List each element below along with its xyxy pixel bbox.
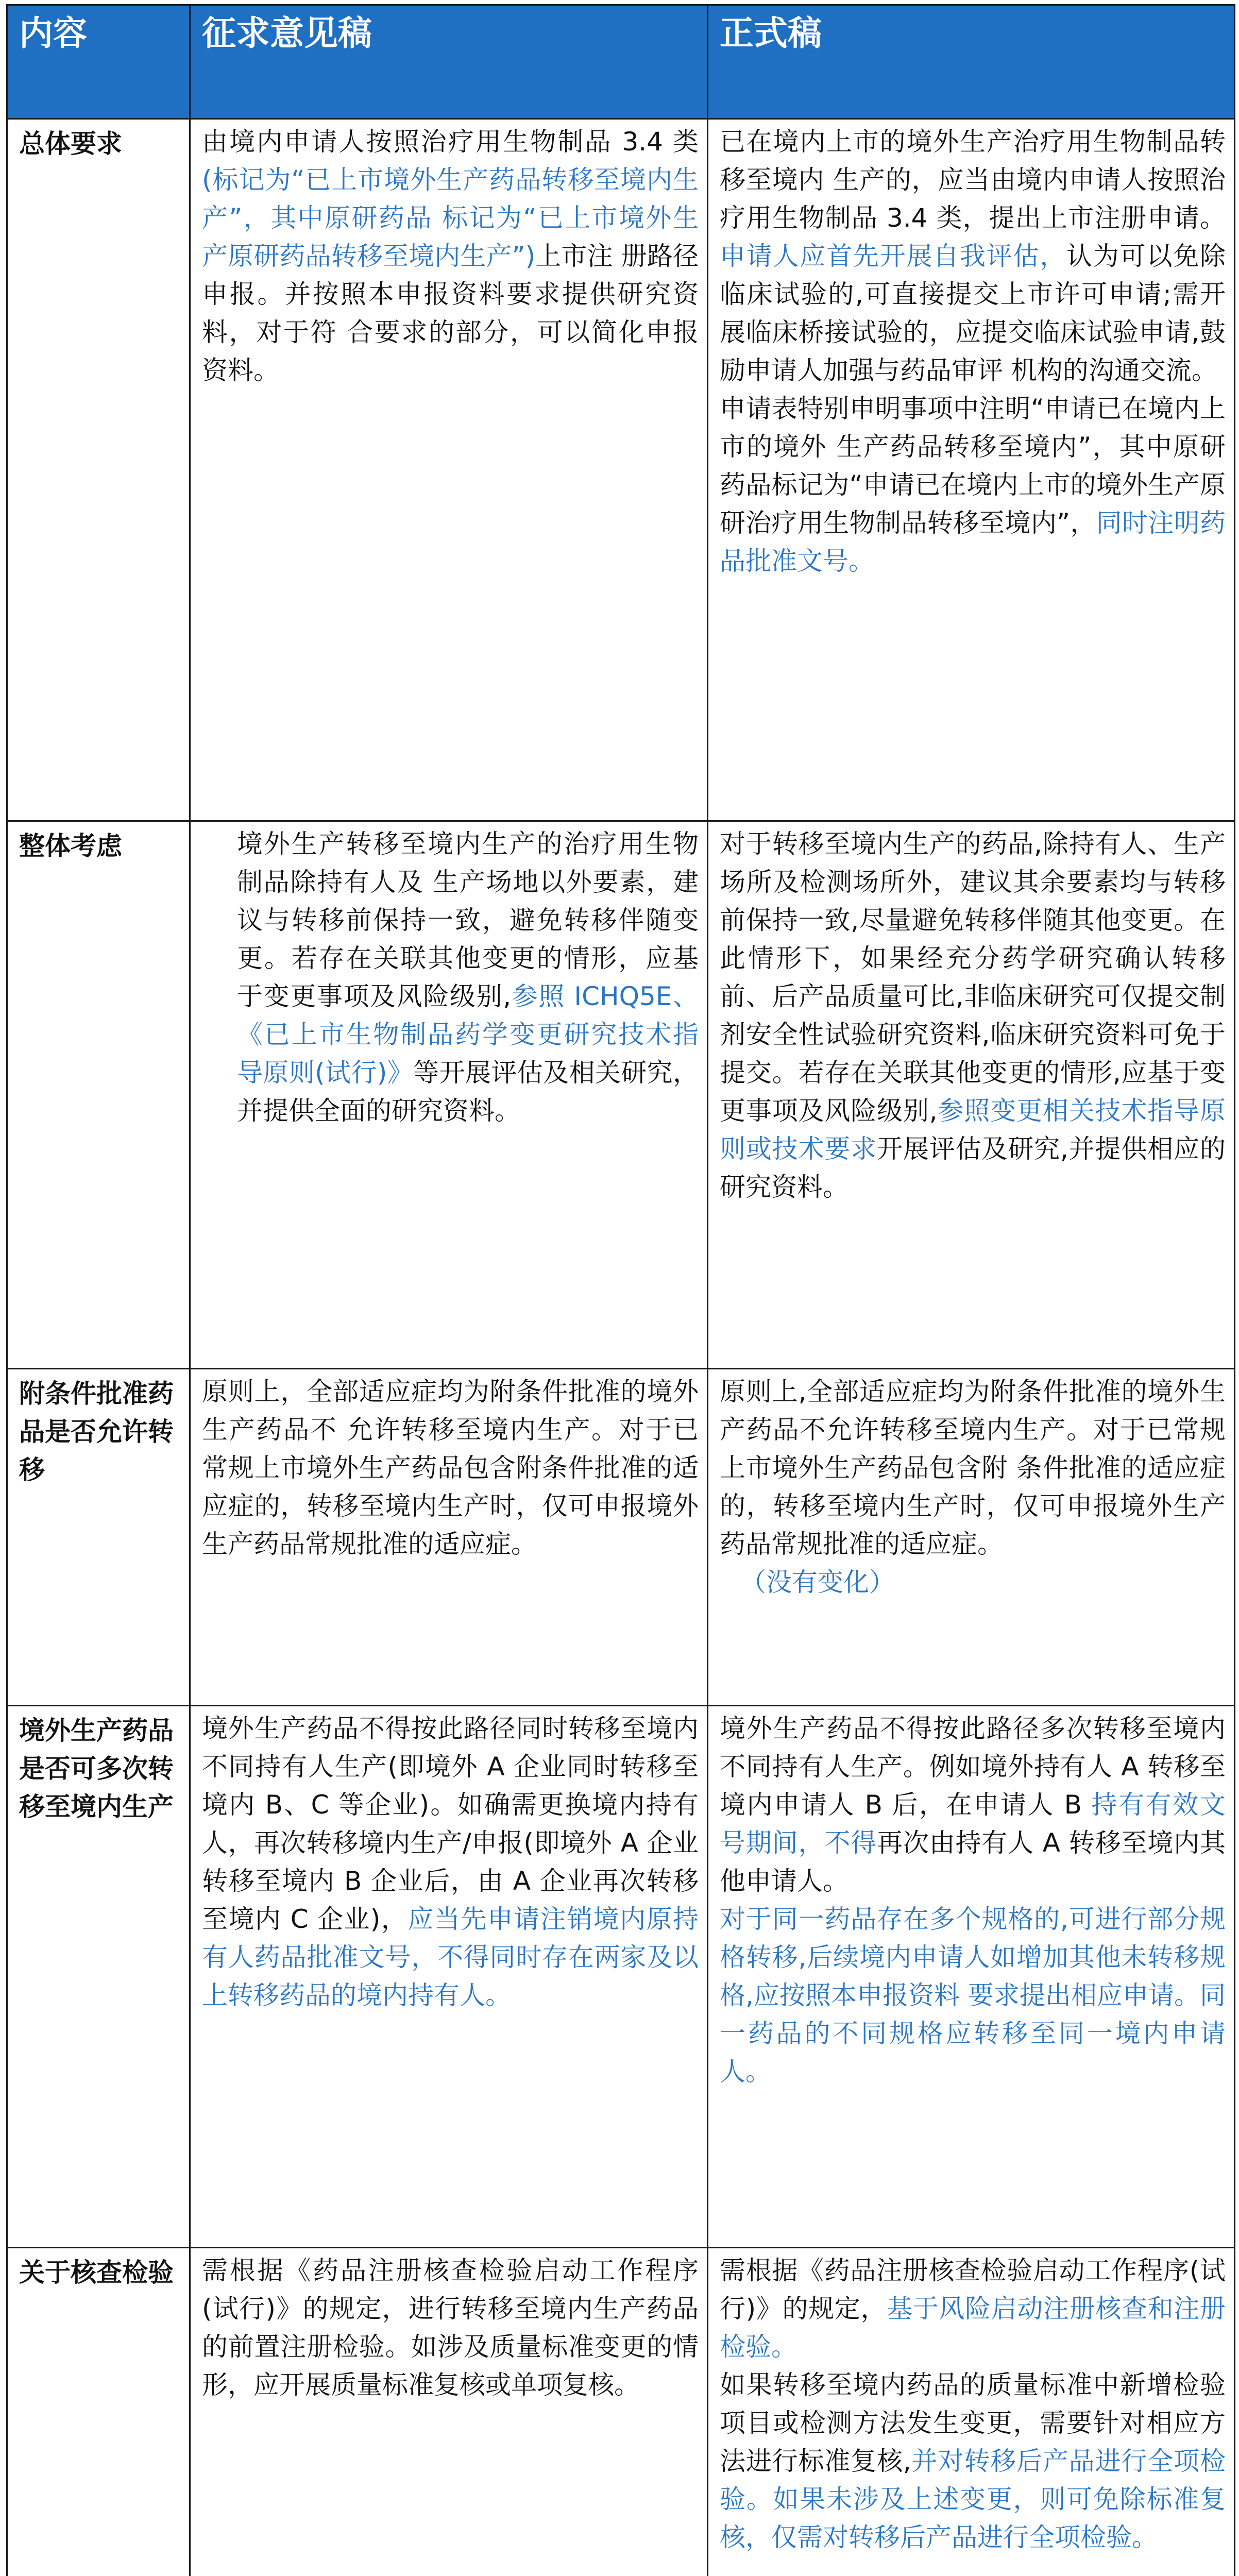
- draft-cell: [190, 119, 708, 821]
- row-label: 总体要求: [7, 119, 190, 821]
- text-segment: 等开展评估及相关研究，并提供全面的研究资料。: [237, 1058, 699, 1126]
- text-segment: 境外生产药品不得按此路径同时转移至境内不同持有人生产(即境外 A 企业同时转移至境内 B、C 等企业)。如确需更换境内持有人，再次转移境内生产/申报(即境外 A 企业转移至境内 B 企业后，由 A 企业再次转移至境内 C 企业)，: [202, 1714, 699, 1934]
- text-segment: 需根据《药品注册核查检验启动工作程序(试行)》的规定，进行转移至境内生产药品的前置注册检验。如涉及质量标准变更的情形，应开展质量标准复核或单项复核。: [202, 2256, 699, 2400]
- text-segment: 对于转移至境内生产的药品,除持有人、生产场所及检测场所外，建议其余要素均与转移前保持一致,尽量避免转移伴随其他变更。在此情形下，如果经充分药学研究确认转移前、后产品质量可比,非临床研究可仅提交制剂安全性试验研究资料,临床研究资料可免于提交。若存在关联其他变更的情形,应基于变更事项及风险级别,: [720, 829, 1226, 1126]
- row-label: 境外生产药品是否可多次转移至境内生产: [7, 1706, 190, 2248]
- text-segment: 申请表特别申明事项中注明“申请已在境内上市的境外 生产药品转移至境内”，其中原研药品标记为“申请已在境内上市的境外生产原研治疗用生物制品转移至境内”，: [720, 394, 1226, 538]
- highlighted-text: (标记为“已上市境外生产药品转移至境内生产”，其中原研药品 标记为“已上市境外生产原研药品转移至境内生产”): [202, 165, 699, 271]
- paragraph: [720, 2251, 1226, 2366]
- table-row: [7, 821, 1235, 1369]
- final-cell: [708, 2248, 1235, 2576]
- paragraph: [720, 389, 1226, 580]
- text-segment: 境外生产药品不得按此路径多次转移至境内不同持有人生产。例如境外持有人 A 转移至境内申请人 B 后，在申请人 B: [720, 1714, 1226, 1820]
- header-draft: 征求意见稿: [190, 5, 708, 119]
- table-row: [7, 1369, 1235, 1706]
- paragraph: [720, 123, 1226, 389]
- draft-cell: [190, 821, 708, 1369]
- table-row: [7, 119, 1235, 821]
- final-cell: [708, 119, 1235, 821]
- text-segment: 再次由持有人 A 转移至境内其 他申请人。: [720, 1828, 1226, 1896]
- table-row: [7, 2248, 1235, 2576]
- text-segment: 上市注 册路径申报。并按照本申报资料要求提供研究资料，对于符 合要求的部分，可以简化申报资料。: [202, 241, 699, 385]
- text-segment: 认为可以免除临床试验的,可直接提交上市许可申请;需开展临床桥接试验的，应提交临床试验申请,鼓励申请人加强与药品审评 机构的沟通交流。: [720, 241, 1226, 385]
- paragraph: [720, 2366, 1226, 2556]
- paragraph: [720, 1709, 1226, 1900]
- highlighted-text: 基于风险启动注册核查和注册检验。: [720, 2294, 1226, 2362]
- header-row: [7, 5, 1235, 119]
- highlighted-text: 并对转移后产品进行全项检验。如果未涉及上述变更，则可免除标准复核，仅需对转移后产品进行全项检验。: [720, 2446, 1226, 2552]
- highlighted-text: 持有有效文号期间，不得: [720, 1790, 1226, 1858]
- text-segment: 开展评估及研究,并提供相应的研究资料。: [720, 1134, 1226, 1202]
- text-segment: 已在境内上市的境外生产治疗用生物制品转移至境内 生产的，应当由境内申请人按照治疗用生物制品 3.4 类，提出上市注册申请。: [720, 127, 1226, 233]
- header-final: 正式稿: [708, 5, 1235, 119]
- row-label: 关于核查检验: [7, 2248, 190, 2576]
- highlighted-text: 申请人应首先开展自我评估，: [720, 241, 1067, 271]
- text-segment: 需根据《药品注册核查检验启动工作程序(试行)》的规定，: [720, 2256, 1226, 2324]
- highlighted-paragraph: 对于同一药品存在多个规格的,可进行部分规格转移,后续境内申请人如增加其他未转移规格,应按照本申报资料 要求提出相应申请。同一药品的不同规格应转移至同一境内申请人。: [720, 1904, 1226, 2087]
- highlighted-text: 参照变更相关技术指导原则或技术要求: [720, 1096, 1226, 1164]
- final-cell: [708, 821, 1235, 1369]
- text-segment: 境外生产转移至境内生产的治疗用生物制品除持有人及 生产场地以外要素，建议与转移前保持一致，避免转移伴随变更。若存在关联其他变更的情形，应基于变更事项及风险级别,: [237, 829, 699, 1011]
- text-segment: 由境内申请人按照治疗用生物制品 3.4 类: [202, 127, 699, 157]
- paragraph: 原则上,全部适应症均为附条件批准的境外生产药品不允许转移至境内生产。对于已常规上市境外生产药品包含附 条件批准的适应症的，转移至境内生产时，仅可申报境外生产药品常规批准的适应症。: [720, 1377, 1226, 1559]
- row-label: 附条件批准药品是否允许转移: [7, 1369, 190, 1706]
- highlighted-text: 同时注明药品批准文号。: [720, 508, 1226, 576]
- highlighted-text: 应当先申请注销境内原持有人药品批准文号，不得同时存在两家及以上转移药品的境内持有人。: [202, 1904, 699, 2010]
- draft-cell: [190, 2248, 708, 2576]
- no-change-note: （没有变化）: [740, 1567, 895, 1597]
- text-segment: 原则上，全部适应症均为附条件批准的境外生产药品不 允许转移至境内生产。对于已常规上市境外生产药品包含附条件批准的适应症的，转移至境内生产时，仅可申报境外生产药品常规批准的适应症。: [202, 1377, 699, 1559]
- final-cell: [708, 1706, 1235, 2248]
- comparison-table: [6, 4, 1235, 2576]
- row-label: 整体考虑: [7, 821, 190, 1369]
- highlighted-text: 参照 ICHQ5E、《已上市生物制品药学变更研究技术指导原则(试行)》: [237, 981, 699, 1088]
- header-content: 内容: [7, 5, 190, 119]
- text-segment: 如果转移至境内药品的质量标准中新增检验项目或检测方法发生变更，需要针对相应方法进行标准复核,: [720, 2370, 1226, 2476]
- table-row: [7, 1706, 1235, 2248]
- final-cell: [708, 1369, 1235, 1706]
- draft-cell: [190, 1706, 708, 2248]
- draft-cell: [190, 1369, 708, 1706]
